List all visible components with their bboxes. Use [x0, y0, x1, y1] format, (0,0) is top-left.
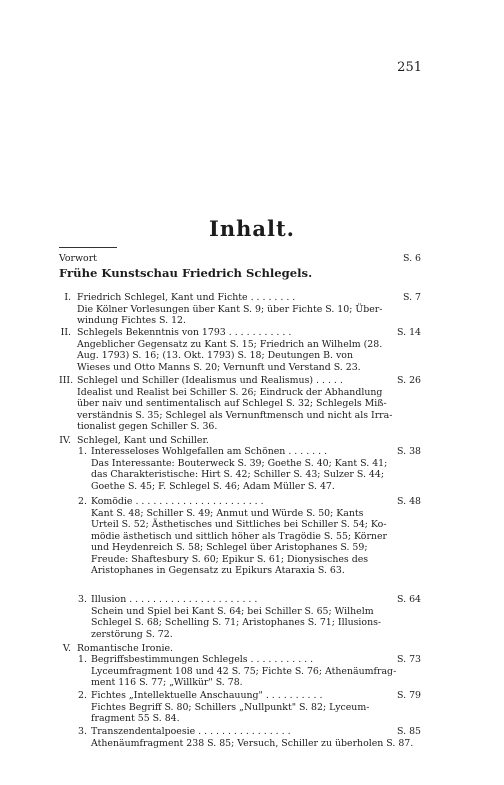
- toc-entry-detail: und Heydenreich S. 58; Schlegel über Aristophanes S. 59;: [91, 542, 368, 553]
- toc-entry-number: 2.: [78, 690, 87, 701]
- toc-entry-title: Schlegel und Schiller (Idealismus und Realismus) . . . . .: [77, 375, 343, 386]
- toc-entry-page: S. 85: [397, 726, 421, 737]
- toc-entry-detail: das Charakteristische: Hirt S. 42; Schiller S. 43; Sulzer S. 44;: [91, 469, 384, 480]
- toc-entry-detail: fragment 55 S. 84.: [91, 713, 180, 724]
- toc-entry-detail: ment 116 S. 77; „Willkür" S. 78.: [91, 677, 243, 688]
- toc-entry-title: Begriffsbestimmungen Schlegels . . . . . . . . . . .: [91, 654, 314, 665]
- toc-entry-number: I.: [64, 292, 71, 303]
- toc-entry-detail: Goethe S. 45; F. Schlegel S. 46; Adam Müller S. 47.: [91, 480, 335, 492]
- toc-entry-number: 1.: [78, 654, 87, 665]
- toc-entry-page: S. 79: [397, 690, 421, 701]
- toc-entry-title: Illusion . . . . . . . . . . . . . . . . . . . . . .: [91, 594, 258, 605]
- toc-entry-number: 1.: [78, 446, 87, 457]
- toc-entry-detail: Angeblicher Gegensatz zu Kant S. 15; Friedrich an Wilhelm (28.: [77, 338, 383, 350]
- toc-entry-title: Friedrich Schlegel, Kant und Fichte . . . . . . . .: [77, 292, 296, 303]
- toc-entry-detail: zerstörung S. 72.: [91, 628, 173, 640]
- toc-entry-number: 3.: [78, 726, 87, 737]
- toc-entry-detail: Kant S. 48; Schiller S. 49; Anmut und Würde S. 50; Kants: [91, 507, 364, 519]
- toc-entry-page: S. 38: [397, 446, 421, 457]
- toc-entry-detail: Wieses und Otto Manns S. 20; Vernunft und Verstand S. 23.: [77, 361, 361, 373]
- toc-entry-detail: tionalist gegen Schiller S. 36.: [77, 421, 218, 432]
- toc-entry-number: II.: [60, 327, 71, 338]
- toc-entry-number: 3.: [78, 594, 87, 605]
- toc-entry-detail: Athenäumfragment 238 S. 85; Versuch, Schiller zu überholen S. 87.: [91, 737, 414, 749]
- toc-entry-title: Transzendentalpoesie . . . . . . . . . . . . . . . .: [91, 726, 291, 737]
- toc-entry-title: Komödie . . . . . . . . . . . . . . . . . . . . . .: [91, 496, 264, 507]
- toc-entry-number: 2.: [78, 496, 87, 507]
- vorwort-label: Vorwort: [59, 253, 97, 264]
- toc-entry-detail: Schein und Spiel bei Kant S. 64; bei Schiller S. 65; Wilhelm: [91, 605, 374, 617]
- toc-entry-number: V.: [62, 643, 71, 654]
- toc-entry-detail: Fichtes Begriff S. 80; Schillers „Nullpunkt" S. 82; Lyceum-: [91, 701, 370, 713]
- toc-entry-page: S. 48: [397, 496, 421, 507]
- toc-entry-title: Fichtes „Intellektuelle Anschauung" . . . . . . . . . .: [91, 690, 323, 701]
- toc-entry-detail: Aug. 1793) S. 16; (13. Okt. 1793) S. 18; Deutungen B. von: [77, 350, 353, 361]
- toc-entry-page: S. 64: [397, 594, 421, 605]
- toc-entry-detail: Lyceumfragment 108 und 42 S. 75; Fichte S. 76; Athenäumfrag-: [91, 665, 397, 677]
- toc-entry-title: Schlegel, Kant und Schiller.: [77, 435, 209, 446]
- toc-entry-detail: Aristophanes in Gegensatz zu Epikurs Ataraxia S. 63.: [91, 565, 345, 576]
- page-title: Inhalt.: [209, 216, 295, 241]
- toc-entry-number: III.: [59, 375, 74, 386]
- toc-entry-detail: Urteil S. 52; Ästhetisches und Sittliches bei Schiller S. 54; Ko-: [91, 519, 387, 530]
- toc-entry-page: S. 14: [397, 327, 421, 338]
- toc-entry-detail: über naiv und sentimentalisch auf Schlegel S. 32; Schlegels Miß-: [77, 398, 387, 409]
- toc-entry-detail: windung Fichtes S. 12.: [77, 315, 186, 326]
- toc-entry-title: Interesseloses Wohlgefallen am Schönen . . . . . . .: [91, 446, 328, 457]
- toc-entry-title: Schlegels Bekenntnis von 1793 . . . . . . . . . . .: [77, 327, 292, 338]
- part-heading: Frühe Kunstschau Friedrich Schlegels.: [59, 266, 313, 280]
- toc-entry-title: Romantische Ironie.: [77, 643, 174, 654]
- page-number: 251: [397, 60, 422, 75]
- toc-entry-number: IV.: [59, 435, 71, 446]
- toc-entry-detail: Das Interessante: Bouterweck S. 39; Goethe S. 40; Kant S. 41;: [91, 457, 388, 469]
- toc-entry-page: S. 26: [397, 375, 421, 386]
- toc-entry-detail: Freude: Shaftesbury S. 60; Epikur S. 61; Dionysisches des: [91, 553, 369, 565]
- vorwort-page: S. 6: [402, 253, 421, 264]
- toc-entry-page: S. 7: [402, 292, 421, 303]
- toc-entry-detail: Die Kölner Vorlesungen über Kant S. 9; über Fichte S. 10; Über-: [77, 303, 383, 315]
- toc-entry-detail: Schlegel S. 68; Schelling S. 71; Aristophanes S. 71; Illusions-: [91, 617, 382, 628]
- toc-entry-detail: verständnis S. 35; Schlegel als Vernunftmensch und nicht als Irra-: [77, 409, 393, 421]
- title-rule: [59, 247, 117, 248]
- toc-entry-detail: mödie ästhetisch und sittlich höher als Tragödie S. 55; Körner: [91, 530, 387, 542]
- toc-entry-detail: Idealist und Realist bei Schiller S. 26; Eindruck der Abhandlung: [77, 386, 383, 398]
- toc-entry-page: S. 73: [397, 654, 421, 665]
